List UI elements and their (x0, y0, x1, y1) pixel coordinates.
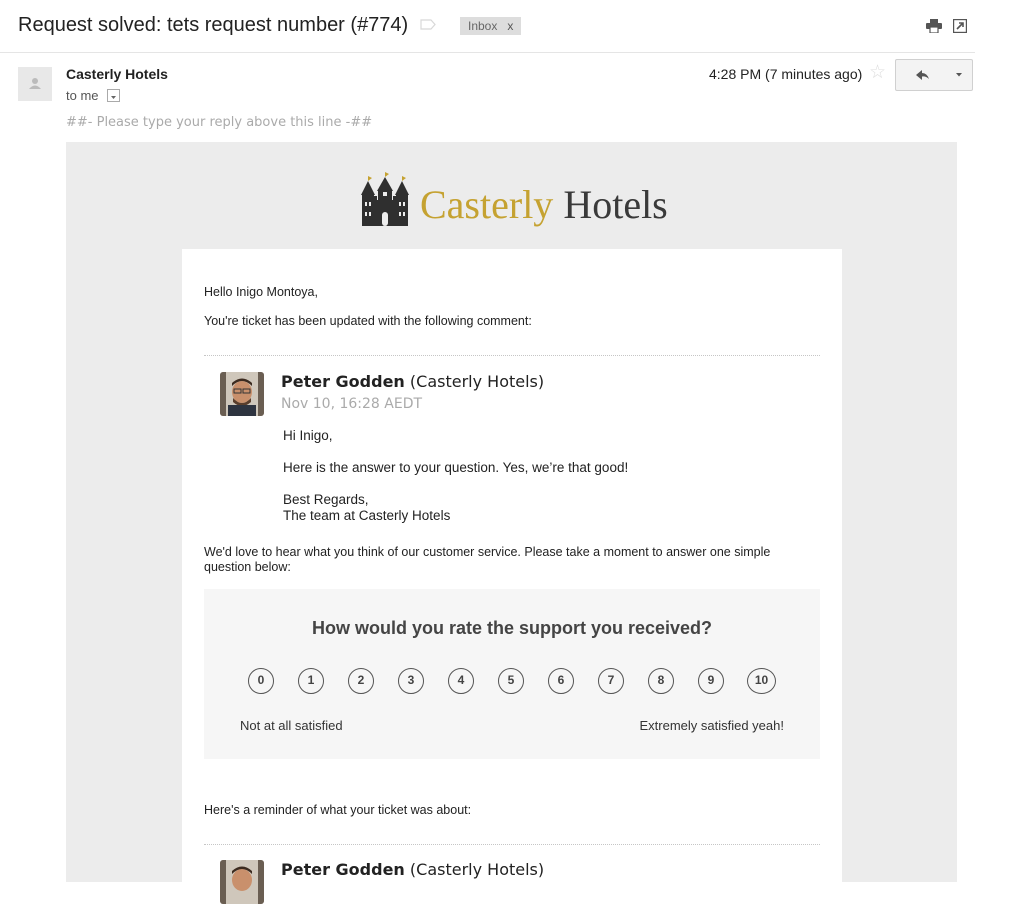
rating-score-0[interactable]: 0 (248, 668, 274, 694)
greeting-text: Hello Inigo Montoya, (204, 285, 318, 299)
print-icon[interactable] (926, 19, 942, 33)
commenter-author: Peter Godden (281, 372, 405, 391)
label-icon[interactable] (420, 19, 436, 30)
recipient-details-dropdown[interactable] (107, 89, 120, 102)
new-window-icon[interactable] (953, 19, 967, 33)
message-time: 4:28 PM (7 minutes ago) (709, 66, 863, 82)
commenter-name (281, 860, 544, 879)
avatar-icon (18, 67, 52, 101)
intro-text: You're ticket has been updated with the following comment: (204, 314, 532, 328)
commenter-author: Peter Godden (281, 860, 405, 879)
reply-marker-text: ##- Please type your reply above this line -## (66, 115, 373, 130)
comment-line: The team at Casterly Hotels (283, 508, 451, 523)
remove-label-button[interactable]: x (507, 19, 514, 33)
scale-high-label: Extremely satisfied yeah! (639, 718, 784, 733)
rating-score-5[interactable]: 5 (498, 668, 524, 694)
rating-score-10[interactable]: 10 (747, 668, 776, 694)
divider (204, 355, 820, 356)
inbox-label-text: Inbox (468, 19, 498, 33)
commenter-photo-icon (220, 372, 264, 416)
survey-intro-line: question below: (204, 560, 291, 574)
castle-logo-icon (358, 172, 418, 232)
rating-question: How would you rate the support you received? (311, 618, 713, 638)
rating-score-1[interactable]: 1 (298, 668, 324, 694)
reminder-text: Here's a reminder of what your ticket was about: (204, 803, 472, 817)
divider (204, 844, 820, 845)
comment-line: Hi Inigo, (283, 428, 333, 443)
thread-header (0, 0, 975, 53)
commenter-org: (Casterly Hotels) (409, 860, 545, 879)
reply-icon (896, 60, 948, 90)
commenter-avatar (220, 860, 264, 904)
more-actions-button[interactable] (947, 59, 973, 91)
survey-intro-line: We'd love to hear what you think of our customer service. Please take a moment to answer one simple (204, 545, 771, 559)
thread-subject: Request solved: tets request number (#774) (18, 14, 409, 36)
rating-score-3[interactable]: 3 (398, 668, 424, 694)
sender-avatar (18, 67, 52, 101)
rating-panel (204, 589, 820, 759)
comment-line: Best Regards, (283, 492, 369, 507)
brand-word-casterly: Casterly (420, 182, 554, 227)
rating-score-6[interactable]: 6 (548, 668, 574, 694)
more-caret-icon (947, 60, 972, 90)
commenter-org: (Casterly Hotels) (409, 372, 545, 391)
recipient-label: to me (66, 88, 99, 103)
comment-date: Nov 10, 16:28 AEDT (281, 396, 423, 412)
rating-score-7[interactable]: 7 (598, 668, 624, 694)
inbox-label-chip[interactable] (460, 17, 521, 35)
commenter-photo-icon (220, 860, 264, 904)
commenter-avatar (220, 372, 264, 416)
sender-name[interactable]: Casterly Hotels (66, 66, 168, 82)
chevron-down-icon (108, 92, 119, 103)
scale-low-label: Not at all satisfied (240, 718, 343, 733)
rating-score-8[interactable]: 8 (648, 668, 674, 694)
brand-logo-text (420, 181, 668, 228)
rating-score-2[interactable]: 2 (348, 668, 374, 694)
brand-word-hotels: Hotels (563, 182, 668, 227)
rating-score-9[interactable]: 9 (698, 668, 724, 694)
star-icon[interactable]: ☆ (869, 62, 887, 83)
comment-line: Here is the answer to your question. Yes, we’re that good! (283, 460, 629, 475)
commenter-name (281, 372, 544, 391)
reply-button[interactable] (895, 59, 949, 91)
rating-score-4[interactable]: 4 (448, 668, 474, 694)
